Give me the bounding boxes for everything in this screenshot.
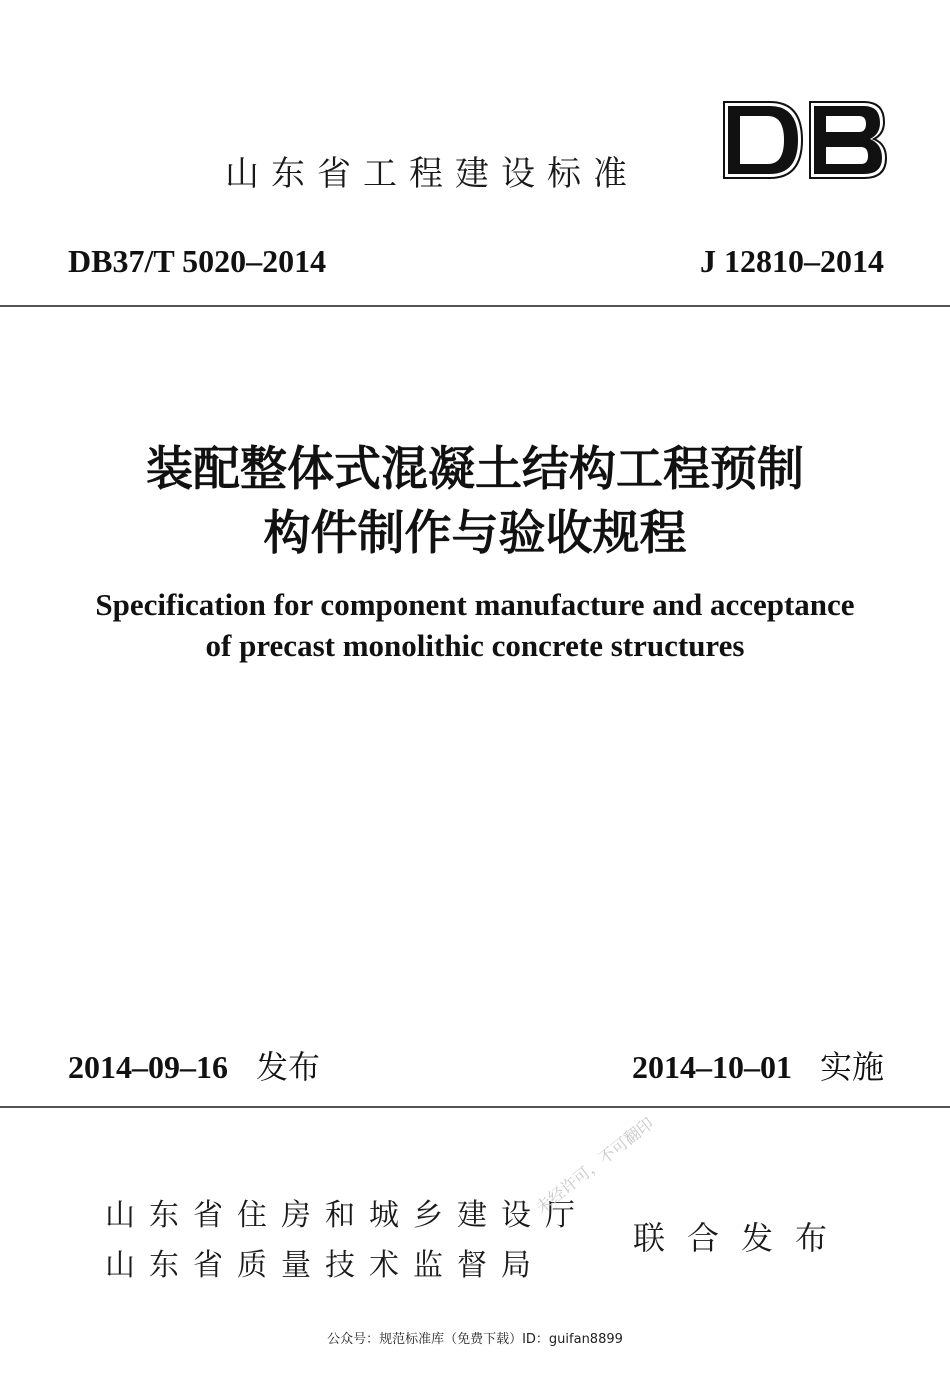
top-divider <box>0 305 950 307</box>
watermark: 未经许可，不可翻印 <box>531 1113 658 1218</box>
implement-date: 2014–10–01 <box>631 1049 792 1085</box>
chinese-title <box>0 438 950 566</box>
record-number: J 12810–2014 <box>700 243 884 279</box>
issue-date-block <box>68 1042 320 1088</box>
implement-date-block <box>632 1042 884 1088</box>
publisher-housing-dept: 山东省住房和城乡建设厅 <box>105 1198 589 1233</box>
chinese-title-line-2: 构件制作与验收规程 <box>263 506 687 561</box>
standard-series: 山东省工程建设标准 <box>225 154 639 194</box>
issue-label: 发布 <box>256 1048 321 1086</box>
issue-date: 2014–09–16 <box>68 1049 228 1085</box>
bottom-divider <box>0 1106 950 1108</box>
chinese-title-line-1: 装配整体式混凝土结构工程预制 <box>146 442 804 497</box>
publisher-quality-bureau: 山东省质量技术监督局 <box>105 1248 545 1283</box>
english-title <box>0 584 950 666</box>
db-logo <box>718 96 890 184</box>
footer-note: 公众号：规范标准库（免费下载）ID：guifan8899 <box>327 1332 623 1347</box>
joint-publish-label: 联合发布 <box>633 1219 850 1257</box>
standard-number: DB37/T 5020–2014 <box>68 243 327 279</box>
english-title-line-2: of precast monolithic concrete structures <box>205 628 745 663</box>
implement-label: 实施 <box>819 1048 884 1086</box>
english-title-line-1: Specification for component manufacture and acceptance <box>95 587 855 622</box>
